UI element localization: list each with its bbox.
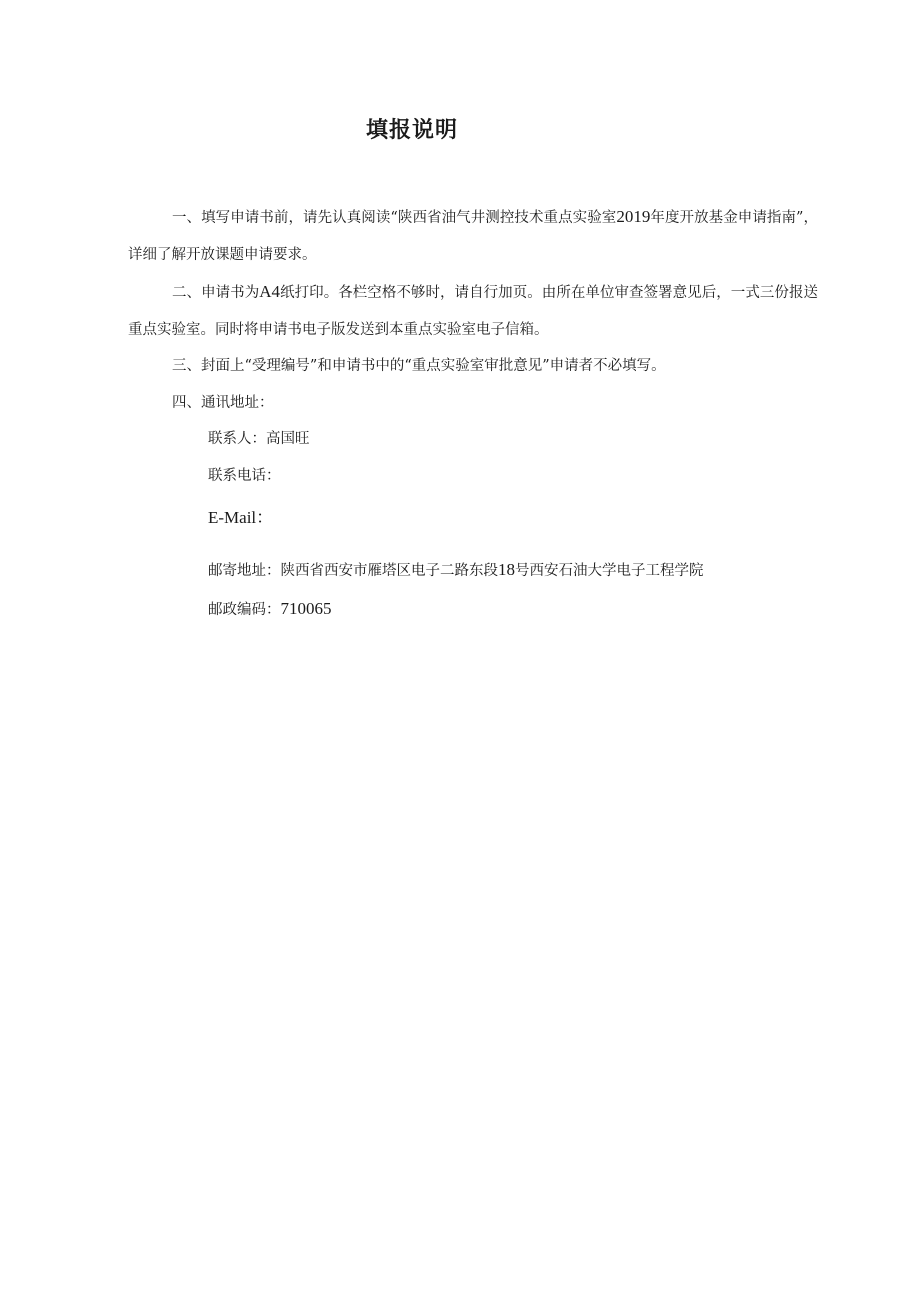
contact-address-post: 号西安石油大学电子工程学院 xyxy=(515,563,704,579)
instruction-item-1-post: 年度开放基金申请指南”，详细了解开放课题申请要求。 xyxy=(128,210,818,263)
contact-address-number: 18 xyxy=(498,560,515,579)
contact-address-pre: 陕西省西安市雁塔区电子二路东段 xyxy=(280,563,498,579)
contact-postcode-value: 710065 xyxy=(280,599,332,618)
contact-person-name: 高国旺 xyxy=(266,431,310,447)
instruction-item-3-text: 三、封面上“受理编号”和申请书中的“重点实验室审批意见”申请者不必填写。 xyxy=(172,358,666,374)
instruction-item-4 xyxy=(128,385,818,422)
instruction-item-2-paper: A4 xyxy=(259,282,281,301)
instruction-item-4-text: 四、通讯地址： xyxy=(172,395,274,411)
contact-address-label: 邮寄地址： xyxy=(208,563,281,579)
instruction-item-1 xyxy=(128,198,818,274)
contact-person-line xyxy=(208,427,310,451)
instruction-item-3 xyxy=(128,348,818,385)
page-title: 填报说明 xyxy=(365,118,458,143)
instruction-item-2-pre: 二、申请书为 xyxy=(172,285,260,301)
instruction-item-2-post: 纸打印。各栏空格不够时，请自行加页。由所在单位审查签署意见后，一式三份报送重点实验室。同时将申请书电子版发送到本重点实验室电子信箱。 xyxy=(128,285,819,338)
contact-email-label: E-Mail： xyxy=(208,508,274,527)
instruction-item-1-pre: 一、填写申请书前，请先认真阅读“陕西省油气井测控技术重点实验室 xyxy=(172,210,617,226)
contact-phone-line xyxy=(208,464,281,488)
contact-address-line xyxy=(208,558,704,583)
contact-phone-label: 联系电话： xyxy=(208,468,281,484)
contact-person-label: 联系人： xyxy=(208,431,266,447)
contact-email-line xyxy=(208,506,273,531)
contact-postcode-label: 邮政编码： xyxy=(208,602,281,618)
contact-postcode-line xyxy=(208,597,332,622)
instruction-item-2 xyxy=(128,273,818,349)
instruction-item-1-year: 2019 xyxy=(616,207,651,226)
